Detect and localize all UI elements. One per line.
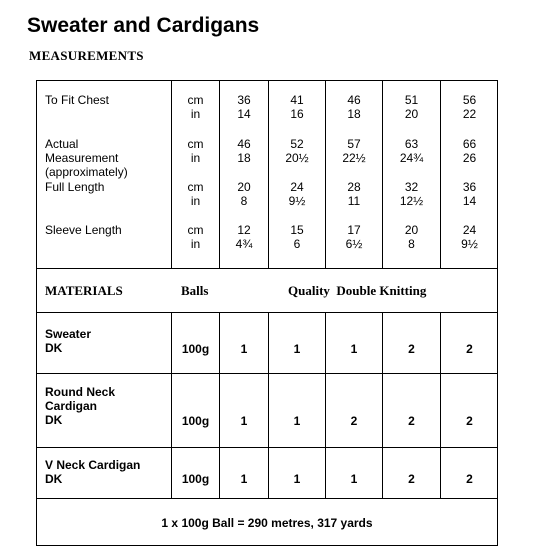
value-cell: 32 12½ [399,180,424,208]
ball-count: 1 [293,342,301,356]
unit-cell: cm in [187,137,204,165]
divider [325,312,326,498]
row-label: Sleeve Length [45,223,122,237]
value-cell: 20 8 [237,180,251,208]
divider [36,268,498,269]
value-cell: 46 18 [237,137,251,165]
value-cell: 15 6 [290,223,304,251]
value-cell: 56 22 [462,93,477,121]
value-cell: 41 16 [290,93,304,121]
ball-count: 1 [240,414,248,428]
ball-count: 2 [350,414,358,428]
section-title-measurements: MEASUREMENTS [29,48,144,63]
value-cell: 52 20½ [285,137,309,165]
weight-cell: 100g [181,472,210,486]
value-cell: 28 11 [347,180,361,208]
material-name: V Neck Cardigan DK [45,458,141,486]
value-cell: 24 9½ [461,223,478,251]
value-cell: 36 14 [462,180,477,208]
divider [171,312,172,498]
value-cell: 20 8 [404,223,419,251]
value-cell: 57 22½ [342,137,366,165]
ball-count: 2 [408,414,415,428]
ball-count: 1 [293,414,301,428]
row-label: To Fit Chest [45,93,110,107]
unit-cell: cm in [187,93,204,121]
unit-cell: cm in [187,223,204,251]
value-cell: 46 18 [347,93,361,121]
divider [268,312,269,498]
material-name: Round Neck Cardigan DK [45,385,116,427]
ball-count: 1 [350,472,358,486]
quality-label: Quality Double Knitting [288,283,427,298]
value-cell: 17 6½ [345,223,363,251]
weight-cell: 100g [181,342,210,356]
ball-count: 2 [466,342,473,356]
weight-cell: 100g [181,414,210,428]
materials-heading: MATERIALS [45,283,123,298]
ball-count: 2 [466,472,473,486]
divider [36,447,498,448]
divider [219,312,220,498]
row-label: Actual Measurement (approximately) [45,137,128,179]
value-cell: 24 9½ [288,180,306,208]
value-cell: 36 14 [237,93,251,121]
divider [36,498,498,499]
ball-count: 2 [408,472,415,486]
material-name: Sweater DK [45,327,92,355]
balls-label: Balls [181,283,209,298]
ball-count: 1 [240,472,248,486]
value-cell: 12 4¾ [235,223,253,251]
ball-count: 1 [293,472,301,486]
ball-count: 2 [408,342,415,356]
divider [440,312,441,498]
ball-count: 1 [350,342,358,356]
row-label: Full Length [45,180,105,194]
value-cell: 63 24¾ [399,137,424,165]
yardage-note: 1 x 100g Ball = 290 metres, 317 yards [161,516,373,530]
divider [36,312,498,313]
ball-count: 1 [240,342,248,356]
divider [382,312,383,498]
value-cell: 66 26 [462,137,477,165]
divider [36,373,498,374]
ball-count: 2 [466,414,473,428]
value-cell: 51 20 [404,93,419,121]
page-title: Sweater and Cardigans [27,14,260,37]
unit-cell: cm in [187,180,204,208]
